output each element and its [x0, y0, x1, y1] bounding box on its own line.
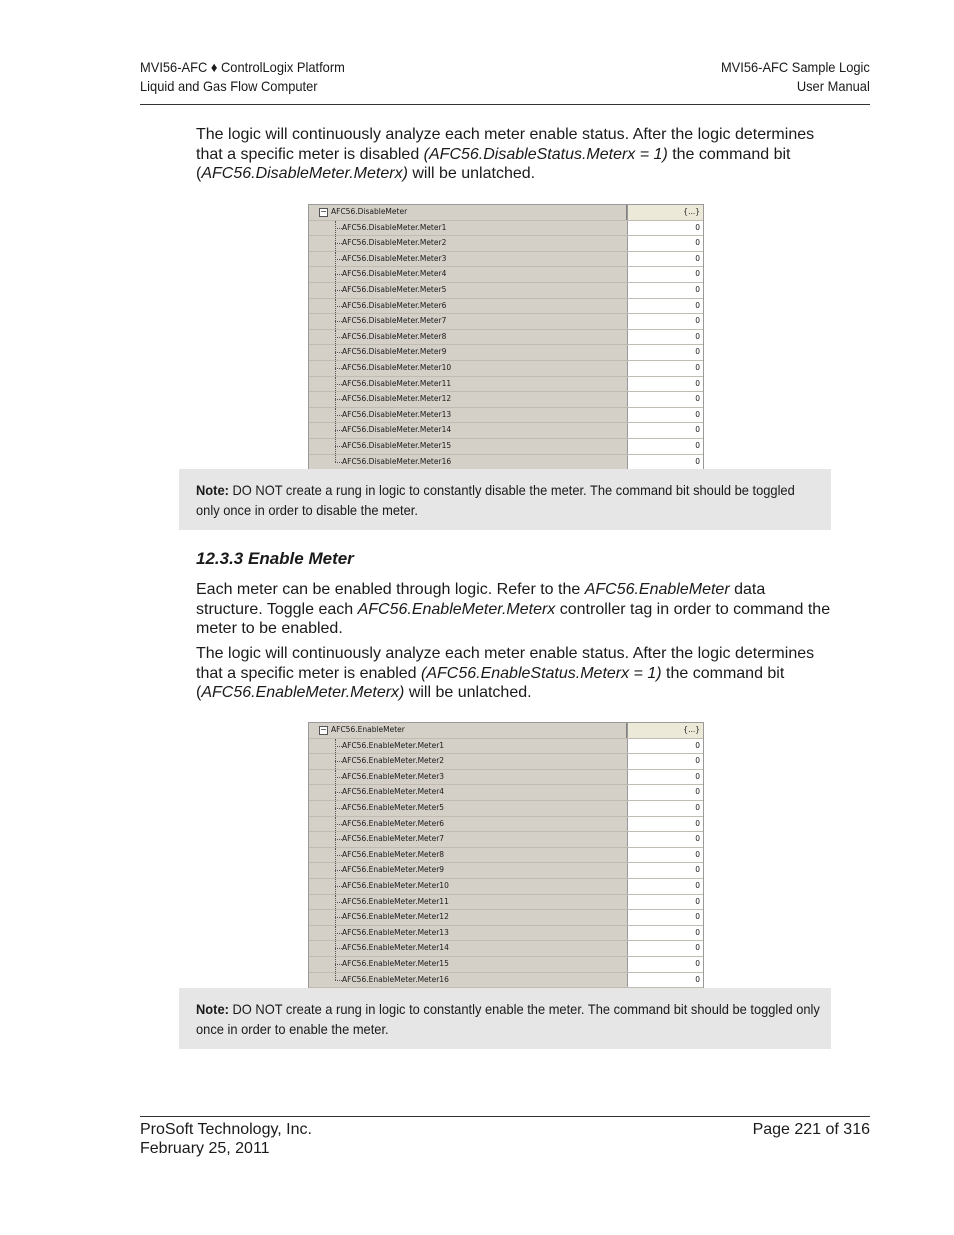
tag-name-cell [309, 926, 626, 941]
tree-connector [335, 236, 336, 251]
tree-connector [335, 941, 336, 956]
tag-value-cell[interactable]: 0 [627, 377, 703, 392]
tree-connector [335, 973, 336, 981]
tag-value-cell[interactable]: 0 [627, 957, 703, 972]
tag-value-cell[interactable]: 0 [627, 926, 703, 941]
tag-name-cell [309, 283, 626, 298]
tag-name: AFC56.EnableMeter.Meter10 [342, 880, 449, 890]
tree-connector [335, 377, 336, 392]
tag-row[interactable] [309, 299, 703, 315]
enable-meter-tag-table [308, 722, 704, 989]
tag-name: AFC56.EnableMeter.Meter1 [342, 740, 445, 750]
tag-name-cell [309, 879, 626, 894]
tag-rows [309, 221, 703, 471]
note-disable [179, 469, 831, 530]
tag-name: AFC56.EnableMeter.Meter5 [342, 802, 445, 812]
tag-name-cell [309, 361, 626, 376]
tag-row[interactable] [309, 785, 703, 801]
tag-row[interactable] [309, 848, 703, 864]
tag-row[interactable] [309, 236, 703, 252]
tree-connector [335, 392, 336, 407]
tag-row[interactable] [309, 221, 703, 237]
tag-value-cell[interactable]: 0 [627, 770, 703, 785]
tree-connector [335, 895, 336, 910]
tree-connector [335, 754, 336, 769]
tag-rows [309, 739, 703, 989]
tag-name: AFC56.DisableMeter.Meter1 [342, 222, 447, 232]
tag-row[interactable] [309, 267, 703, 283]
tag-row[interactable] [309, 879, 703, 895]
text-run: The logic will continuously analyze each meter enable status. After the logic determines that a specific meter is disabled [196, 126, 815, 163]
tag-name-cell [309, 408, 626, 423]
tag-name-cell [309, 770, 626, 785]
tag-name: AFC56.EnableMeter.Meter14 [342, 943, 449, 953]
italic-run: AFC56.EnableMeter.Meterx [357, 600, 556, 618]
tag-name-cell [309, 910, 626, 925]
tag-name: AFC56.DisableMeter.Meter15 [342, 440, 452, 450]
tag-value-cell[interactable]: 0 [627, 408, 703, 423]
tag-value-cell[interactable]: 0 [627, 236, 703, 251]
tag-value-cell[interactable]: 0 [627, 439, 703, 454]
tag-value-cell[interactable]: 0 [627, 423, 703, 438]
tag-name: AFC56.EnableMeter.Meter9 [342, 865, 445, 875]
tree-connector [335, 267, 336, 282]
tag-value-cell[interactable]: 0 [627, 221, 703, 236]
tree-connector [335, 345, 336, 360]
tag-root-name [309, 723, 627, 738]
disable-meter-tag-table [308, 204, 704, 471]
tag-name-cell [309, 330, 626, 345]
text-run: the command bit ( [196, 664, 785, 701]
tag-name-cell [309, 957, 626, 972]
tag-value-cell[interactable]: 0 [627, 345, 703, 360]
tree-connector [335, 832, 336, 847]
tag-name-cell [309, 299, 626, 314]
italic-run: (AFC56.DisableStatus.Meterx = 1) [423, 145, 668, 163]
tag-value-cell[interactable]: 0 [627, 910, 703, 925]
tag-name: AFC56.DisableMeter.Meter13 [342, 409, 452, 419]
tag-root-label: AFC56.EnableMeter [331, 725, 405, 734]
text-run: the command bit ( [196, 145, 791, 182]
tag-name-cell [309, 863, 626, 878]
tag-root-row[interactable] [309, 723, 703, 739]
tag-name: AFC56.EnableMeter.Meter3 [342, 771, 445, 781]
tag-value-cell[interactable]: 0 [627, 252, 703, 267]
tag-value-cell[interactable]: 0 [627, 817, 703, 832]
tag-row[interactable] [309, 252, 703, 268]
tag-row[interactable] [309, 455, 703, 471]
tag-name: AFC56.DisableMeter.Meter7 [342, 316, 447, 326]
note-label: Note: [196, 1001, 229, 1017]
text-run: controller tag in order to command the meter to be enabled. [196, 600, 831, 637]
tag-value-cell[interactable]: 0 [627, 283, 703, 298]
tag-name-cell [309, 455, 626, 470]
tree-connector [335, 439, 336, 454]
tag-row[interactable] [309, 314, 703, 330]
tag-name-cell [309, 848, 626, 863]
header-product: MVI56-AFC ♦ ControlLogix Platform [140, 59, 345, 75]
tree-connector [335, 299, 336, 314]
header-manual: User Manual [796, 78, 870, 94]
tag-value-cell[interactable]: 0 [627, 314, 703, 329]
tag-name: AFC56.DisableMeter.Meter10 [342, 362, 452, 372]
tree-connector [335, 879, 336, 894]
tag-name: AFC56.DisableMeter.Meter16 [342, 456, 452, 466]
tag-name: AFC56.DisableMeter.Meter12 [342, 394, 452, 404]
tag-root-label: AFC56.DisableMeter [331, 207, 408, 216]
tag-row[interactable] [309, 392, 703, 408]
tree-connector [335, 957, 336, 972]
tag-name: AFC56.EnableMeter.Meter2 [342, 756, 445, 766]
tag-row[interactable] [309, 754, 703, 770]
tree-connector [335, 910, 336, 925]
tag-name-cell [309, 236, 626, 251]
tag-name-cell [309, 895, 626, 910]
footer-date: February 25, 2011 [140, 1140, 270, 1157]
tag-name: AFC56.EnableMeter.Meter7 [342, 834, 445, 844]
tag-row[interactable] [309, 910, 703, 926]
tag-value-cell[interactable]: 0 [627, 739, 703, 754]
tag-name: AFC56.DisableMeter.Meter8 [342, 331, 447, 341]
tree-connector [335, 252, 336, 267]
tag-name: AFC56.DisableMeter.Meter14 [342, 425, 452, 435]
tag-row[interactable] [309, 330, 703, 346]
tag-row[interactable] [309, 817, 703, 833]
tree-connector [335, 221, 336, 236]
tree-connector [335, 863, 336, 878]
paragraph-enable-logic [196, 644, 836, 703]
tag-name: AFC56.EnableMeter.Meter8 [342, 849, 445, 859]
tag-name: AFC56.DisableMeter.Meter5 [342, 284, 447, 294]
tag-row[interactable] [309, 361, 703, 377]
collapse-icon[interactable]: − [320, 207, 327, 216]
note-label: Note: [196, 482, 229, 498]
tag-name: AFC56.DisableMeter.Meter9 [342, 347, 447, 357]
tag-name: AFC56.EnableMeter.Meter15 [342, 958, 449, 968]
tag-name: AFC56.EnableMeter.Meter6 [342, 818, 445, 828]
tag-name-cell [309, 801, 626, 816]
tag-row[interactable] [309, 377, 703, 393]
tag-value-cell[interactable]: 0 [627, 832, 703, 847]
header-left [140, 58, 345, 96]
tag-name: AFC56.DisableMeter.Meter4 [342, 269, 447, 279]
tag-row[interactable] [309, 739, 703, 755]
tag-name: AFC56.DisableMeter.Meter11 [342, 378, 452, 388]
tag-row[interactable] [309, 283, 703, 299]
text-run: Each meter can be enabled through logic. Refer to the [196, 581, 585, 598]
tag-value-cell[interactable]: 0 [627, 299, 703, 314]
tag-row[interactable] [309, 770, 703, 786]
tag-name-cell [309, 345, 626, 360]
tag-row[interactable] [309, 973, 703, 989]
tag-value-cell[interactable]: 0 [627, 392, 703, 407]
tag-name-cell [309, 754, 626, 769]
note-text: DO NOT create a rung in logic to constantly disable the meter. The command bit should be toggled only once in order to disable the meter. [196, 482, 795, 518]
tag-name-cell [309, 221, 626, 236]
collapse-icon[interactable]: − [320, 725, 327, 734]
tag-row[interactable] [309, 801, 703, 817]
tag-name: AFC56.EnableMeter.Meter16 [342, 974, 449, 984]
text-run: will be unlatched. [404, 684, 532, 701]
footer-page-number: Page 221 of 316 [752, 1121, 870, 1138]
tree-connector [335, 739, 336, 754]
tag-name-cell [309, 973, 626, 988]
tag-value-cell[interactable]: 0 [627, 267, 703, 282]
tag-root-name [309, 205, 627, 220]
paragraph-disable-logic [196, 125, 836, 184]
tree-connector [335, 817, 336, 832]
paragraph-enable-intro [196, 580, 836, 639]
tag-value-cell[interactable]: 0 [627, 879, 703, 894]
tree-connector [335, 770, 336, 785]
tag-row[interactable] [309, 957, 703, 973]
tag-name-cell [309, 267, 626, 282]
tag-row[interactable] [309, 926, 703, 942]
tag-name-cell [309, 832, 626, 847]
tree-connector [335, 314, 336, 329]
tree-connector [335, 848, 336, 863]
tag-value-cell[interactable]: 0 [627, 848, 703, 863]
italic-run: (AFC56.EnableStatus.Meterx = 1) [421, 664, 662, 682]
tag-name: AFC56.EnableMeter.Meter13 [342, 927, 449, 937]
tag-name: AFC56.EnableMeter.Meter4 [342, 787, 445, 797]
italic-run: AFC56.EnableMeter [584, 581, 730, 598]
tree-connector [335, 330, 336, 345]
tree-connector [335, 283, 336, 298]
tag-name-cell [309, 423, 626, 438]
tag-row[interactable] [309, 941, 703, 957]
tag-name-cell [309, 252, 626, 267]
page-header [140, 58, 870, 105]
section-title: 12.3.3 Enable Meter [196, 549, 354, 568]
tag-row[interactable] [309, 863, 703, 879]
note-enable [179, 988, 831, 1049]
tag-value-cell[interactable]: 0 [627, 895, 703, 910]
tag-row[interactable] [309, 345, 703, 361]
tag-name-cell [309, 817, 626, 832]
tag-root-row[interactable] [309, 205, 703, 221]
text-run: data structure. Toggle each [196, 581, 766, 618]
tag-name: AFC56.EnableMeter.Meter11 [342, 896, 449, 906]
tag-value-cell[interactable]: 0 [627, 801, 703, 816]
footer-company: ProSoft Technology, Inc. [140, 1121, 312, 1138]
tree-connector [335, 455, 336, 463]
tag-row[interactable] [309, 408, 703, 424]
tag-name-cell [309, 377, 626, 392]
tag-value-cell[interactable]: 0 [627, 361, 703, 376]
tag-name: AFC56.DisableMeter.Meter3 [342, 253, 447, 263]
text-run: The logic will continuously analyze each meter enable status. After the logic determines that a specific meter is enabled [196, 645, 815, 682]
header-right [721, 58, 870, 96]
tag-name-cell [309, 739, 626, 754]
tag-row[interactable] [309, 439, 703, 455]
italic-run: AFC56.EnableMeter.Meterx) [201, 684, 405, 701]
tag-name-cell [309, 785, 626, 800]
tree-connector [335, 926, 336, 941]
italic-run: AFC56.DisableMeter.Meterx) [201, 165, 408, 182]
tag-row[interactable] [309, 423, 703, 439]
tree-connector [335, 361, 336, 376]
tag-name-cell [309, 314, 626, 329]
note-text: DO NOT create a rung in logic to constantly enable the meter. The command bit should be toggled only once in order to enable the meter. [196, 1001, 820, 1037]
tag-name: AFC56.DisableMeter.Meter2 [342, 238, 447, 248]
tag-value-cell[interactable]: 0 [627, 330, 703, 345]
text-run: will be unlatched. [407, 165, 536, 182]
tree-connector [335, 423, 336, 438]
tag-row[interactable] [309, 895, 703, 911]
page-footer [140, 1116, 870, 1157]
tree-connector [335, 408, 336, 423]
tag-root-value: {...} [627, 723, 703, 738]
tag-value-cell[interactable]: 0 [627, 941, 703, 956]
tag-value-cell[interactable]: 0 [627, 754, 703, 769]
tag-root-value: {...} [627, 205, 703, 220]
tag-name: AFC56.EnableMeter.Meter12 [342, 912, 449, 922]
tree-connector [335, 785, 336, 800]
tag-name: AFC56.DisableMeter.Meter6 [342, 300, 447, 310]
tag-name-cell [309, 439, 626, 454]
header-subtitle: Liquid and Gas Flow Computer [140, 78, 318, 94]
tag-value-cell[interactable]: 0 [627, 455, 703, 470]
tag-value-cell[interactable]: 0 [627, 973, 703, 988]
tag-value-cell[interactable]: 0 [627, 785, 703, 800]
footer-left [140, 1120, 312, 1158]
tag-name-cell [309, 941, 626, 956]
tag-row[interactable] [309, 832, 703, 848]
header-chapter: MVI56-AFC Sample Logic [721, 59, 870, 75]
tag-name-cell [309, 392, 626, 407]
tag-value-cell[interactable]: 0 [627, 863, 703, 878]
tree-connector [335, 801, 336, 816]
